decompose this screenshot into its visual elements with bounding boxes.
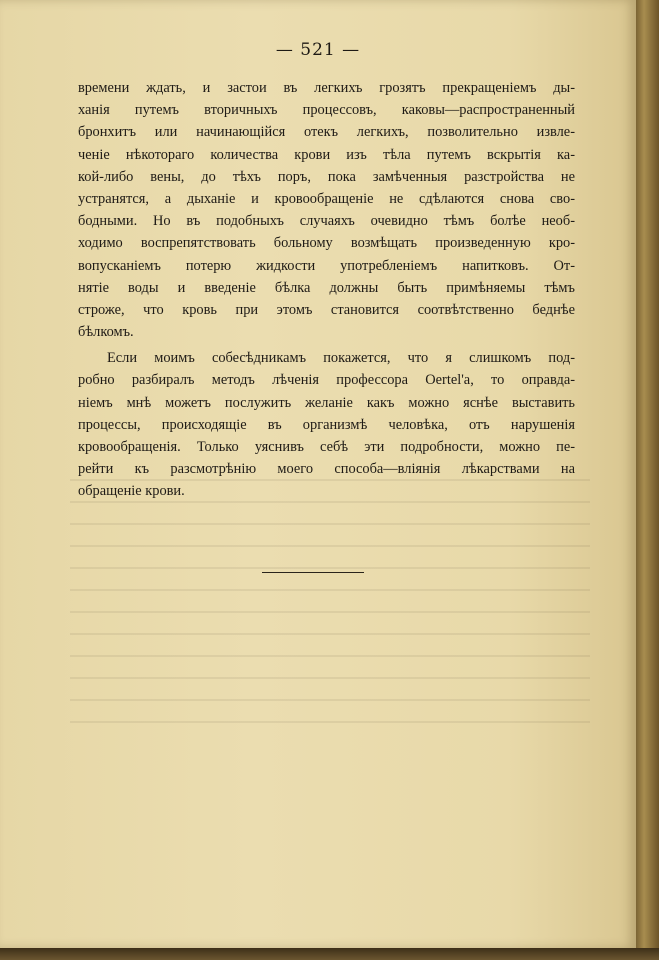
text-line: ченiе нѣкотораго количества крови изъ тѣла путемъ вскрытiя ка-	[78, 146, 575, 163]
text-line: вопусканiемъ потерю жидкости употребленiемъ напитковъ. От-	[78, 257, 575, 274]
book-bottom-edge	[0, 948, 659, 960]
text-line: строже, что кровь при этомъ становится соотвѣтственно беднѣе	[78, 301, 575, 318]
text-line: нятiе воды и введенiе бѣлка должны быть примѣняемы тѣмъ	[78, 279, 575, 296]
text-line: нiемъ мнѣ можетъ послужить желанiе какъ можно яснѣе выставить	[78, 394, 575, 411]
text-line: рейти къ разсмотрѣнiю моего способа—влiянiя лѣкарствами на	[78, 461, 575, 478]
text-line: бѣлкомъ.	[78, 324, 134, 341]
text-line: времени ждать, и застои въ легкихъ грозятъ прекращенiемъ ды-	[78, 80, 575, 96]
text-line: бронхитъ или начинающiйся отекъ легкихъ, позволительно извле-	[78, 124, 575, 141]
body-text	[78, 77, 575, 503]
text-line: бодными. Но въ подобныхъ случаяхъ очевидно тѣмъ болѣе необ-	[78, 213, 575, 230]
text-line: Если моимъ собесѣдникамъ покажется, что я слишкомъ под-	[107, 350, 575, 367]
section-divider	[262, 572, 364, 573]
text-line: обращенiе крови.	[78, 483, 185, 500]
text-line: устранятся, а дыханiе и кровообращенiе не сдѣлаются снова сво-	[78, 190, 575, 207]
next-page-edge	[636, 0, 659, 960]
text-line: робно разбиралъ методъ лѣченiя профессора Oertel'а, то оправда-	[78, 372, 575, 389]
paragraph-2	[78, 347, 575, 502]
page-number: — 521 —	[275, 40, 361, 60]
text-line: ханiя путемъ вторичныхъ процессовъ, каковы—распространенный	[78, 102, 575, 119]
bleed-through-texture	[70, 465, 590, 725]
text-line: процессы, происходящiе въ организмѣ человѣка, отъ нарушенiя	[78, 416, 575, 433]
text-line: кой-либо вены, до тѣхъ поръ, пока замѣченныя разстройства не	[78, 168, 575, 185]
text-line: ходимо воспрепятствовать больному возмѣщать произведенную кро-	[78, 235, 575, 252]
paragraph-1	[78, 77, 575, 343]
text-line: кровообращенiя. Только уяснивъ себѣ эти подробности, можно пе-	[78, 439, 575, 455]
